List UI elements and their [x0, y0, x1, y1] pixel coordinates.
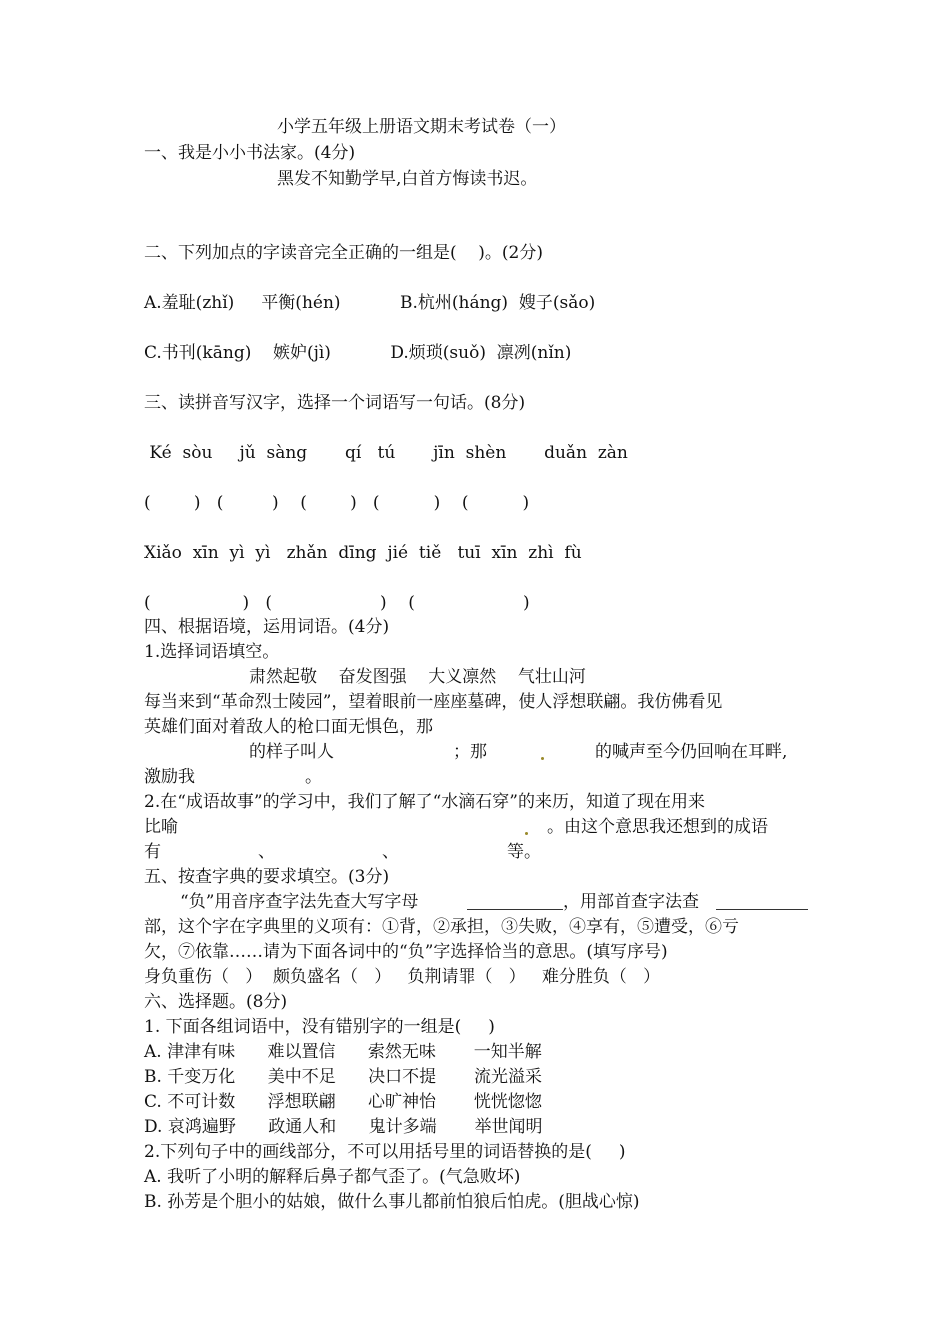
page-title: 小学五年级上册语文期末考试卷（一）: [277, 117, 566, 137]
section-1-poem: 黑发不知勤学早,白首方悔读书迟。: [277, 169, 538, 189]
question-1: 1. 下面各组词语中，没有错别字的一组是( ): [144, 1017, 495, 1037]
question-2-option-b: B. 孙芳是个胆小的姑娘，做什么事儿都前怕狼后怕虎。(胆战心惊): [144, 1192, 640, 1212]
dictionary-line-2: 部，这个字在字典里的义项有：①背，②承担，③失败，④享有，⑤遭受，⑥亏: [144, 917, 739, 937]
passage-line-4a: 激励我: [144, 767, 195, 787]
idiom-line-1a: 比喻: [144, 817, 178, 837]
answer-parens-row-2[interactable]: ( ) ( ) ( ): [144, 593, 530, 613]
emphasis-dot: [541, 757, 544, 760]
emphasis-dot: [525, 832, 528, 835]
passage-line-2: 英雄们面对着敌人的枪口面无惧色，那: [144, 717, 433, 737]
pinyin-row-1: Ké sòu jǔ sàng qí tú jīn shèn duǎn zàn: [144, 443, 628, 463]
idiom-line-2c: 、: [382, 842, 399, 862]
option-b: B. 千变万化 美中不足 决口不提 流光溢采: [144, 1067, 542, 1087]
section-5-heading: 五、按查字典的要求填空。(3分): [144, 867, 390, 887]
dictionary-line-3: 欠，⑦依靠……请为下面各词中的“负”字选择恰当的意思。(填写序号): [144, 942, 668, 962]
dictionary-line-1a: “负”用音序查字法先查大写字母: [180, 892, 419, 912]
idiom-line-2b: 、: [258, 842, 275, 862]
answer-blank-radical[interactable]: [716, 893, 808, 910]
passage-line-3a: 的样子叫人: [249, 742, 334, 762]
section-6-heading: 六、选择题。(8分): [144, 992, 288, 1012]
option-c: C. 不可计数 浮想联翩 心旷神怡 恍恍惚惚: [144, 1092, 542, 1112]
section-2-options-ab: A.羞耻(zhǐ) 平衡(hén) B.杭州(háng) 嫂子(sǎo): [144, 293, 596, 313]
idiom-line-2a: 有: [144, 842, 161, 862]
section-2-options-cd: C.书刊(kāng) 嫉妒(jì) D.烦琐(suǒ) 凛冽(nǐn): [144, 343, 572, 363]
idiom-line-2d: 等。: [507, 842, 541, 862]
answer-blank-letter[interactable]: [467, 893, 563, 910]
question-2-option-a: A. 我听了小明的解释后鼻子都气歪了。(气急败坏): [144, 1167, 521, 1187]
section-4-sub-1: 1.选择词语填空。: [144, 642, 280, 662]
section-4-sub-2: 2.在“成语故事”的学习中，我们了解了“水滴石穿”的来历，知道了现在用来: [144, 792, 705, 812]
option-d: D. 哀鸿遍野 政通人和 鬼计多端 举世闻明: [144, 1117, 543, 1137]
section-2-heading: 二、下列加点的字读音完全正确的一组是( )。(2分): [144, 243, 543, 263]
section-1-heading: 一、我是小小书法家。(4分): [144, 143, 356, 163]
answer-parens-row-1[interactable]: ( ) ( ) ( ) ( ) ( ): [144, 493, 530, 513]
section-3-heading: 三、读拼音写汉字，选择一个词语写一句话。(8分): [144, 393, 526, 413]
passage-line-3c: 的喊声至今仍回响在耳畔,: [595, 742, 788, 762]
option-a: A. 津津有味 难以置信 索然无味 一知半解: [144, 1042, 542, 1062]
passage-line-4b: 。: [305, 767, 322, 787]
section-4-heading: 四、根据语境，运用词语。(4分): [144, 617, 390, 637]
idiom-line-1b: 。由这个意思我还想到的成语: [547, 817, 768, 837]
word-choices: 肃然起敬 奋发图强 大义凛然 气壮山河: [249, 667, 586, 687]
pinyin-row-2: Xiǎo xīn yì yì zhǎn dīng jié tiě tuī xīn zhì fù: [144, 543, 582, 563]
dictionary-line-1b: ，用部首查字法查: [563, 892, 699, 912]
passage-line-1: 每当来到“革命烈士陵园”，望着眼前一座座墓碑，使人浮想联翩。我仿佛看见: [144, 692, 723, 712]
question-2: 2.下列句子中的画线部分，不可以用括号里的词语替换的是( ): [144, 1142, 626, 1162]
passage-line-3b: ；那: [453, 742, 487, 762]
dictionary-line-4[interactable]: 身负重伤（ ） 颇负盛名（ ） 负荆请罪（ ） 难分胜负（ ）: [144, 967, 661, 987]
